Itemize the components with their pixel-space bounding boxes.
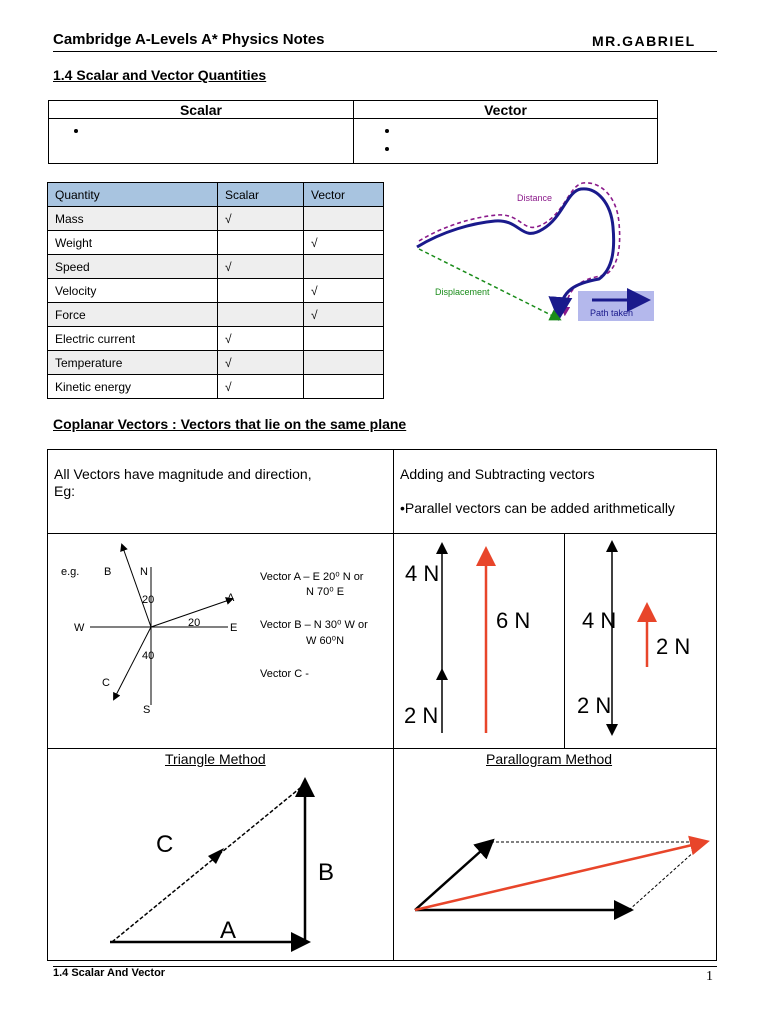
a-label: A [227, 592, 235, 604]
page-number: 1 [706, 969, 713, 984]
triangle-method-diagram [50, 770, 390, 958]
label-6n: 6 N [496, 608, 531, 633]
eg-label: Eg: [54, 483, 76, 499]
table-row [48, 255, 384, 279]
angle-c-label: 40 [142, 650, 155, 662]
qty-header-quantity: Quantity [48, 183, 218, 207]
parallelogram-method-caption: Parallogram Method [486, 751, 613, 767]
qty-name: Mass [48, 207, 218, 231]
vector-cell [354, 119, 658, 164]
label-2n: 2 N [577, 693, 612, 718]
triangle-c-label: C [156, 831, 174, 858]
qty-scalar-mark [218, 303, 304, 327]
qty-name: Electric current [48, 327, 218, 351]
qty-scalar-mark: √ [218, 207, 304, 231]
displacement-arrow [419, 249, 559, 319]
qty-name: Weight [48, 231, 218, 255]
n-label: N [140, 566, 148, 578]
qty-header-scalar: Scalar [218, 183, 304, 207]
angle-b-label: 20 [142, 594, 155, 606]
grid-divider-horizontal [47, 533, 717, 534]
table-row [48, 375, 384, 399]
adding-subtracting-text: Adding and Subtracting vectors [400, 466, 595, 482]
e-label: E [230, 622, 238, 634]
compass-vector-diagram [50, 537, 390, 745]
qty-name: Speed [48, 255, 218, 279]
antiparallel-subtraction-diagram [565, 535, 715, 747]
triangle-method-caption: Triangle Method [165, 751, 266, 767]
section-heading-scalar-vector: 1.4 Scalar and Vector Quantities [53, 67, 267, 83]
scalar-cell [49, 119, 354, 164]
vector-c-description: Vector C - [260, 668, 309, 680]
document-title: Cambridge A-Levels A* Physics Notes [53, 31, 325, 48]
label-4n: 4 N [582, 608, 617, 633]
qty-vector-mark [304, 207, 384, 231]
vector-c-line [112, 784, 305, 942]
eg-compass-label: e.g. [61, 566, 80, 578]
magnitude-direction-text: All Vectors have magnitude and direction, [54, 466, 312, 482]
triangle-a-label: A [220, 917, 237, 944]
table-row [48, 351, 384, 375]
vector-bullet [400, 141, 657, 159]
qty-vector-mark [304, 327, 384, 351]
parallel-vectors-text: •Parallel vectors can be added arithmetically [400, 500, 675, 516]
vector-a-description-1: Vector A – E 20⁰ N or [260, 571, 364, 583]
header-rule [53, 51, 717, 52]
resultant-vector-arrow [415, 842, 705, 910]
qty-scalar-mark: √ [218, 255, 304, 279]
qty-name: Kinetic energy [48, 375, 218, 399]
qty-name: Temperature [48, 351, 218, 375]
scalar-bullet [89, 123, 353, 141]
table-row [48, 279, 384, 303]
qty-scalar-mark [218, 279, 304, 303]
qty-vector-mark: √ [304, 231, 384, 255]
path-taken-label: Path taken [590, 308, 634, 318]
qty-vector-mark: √ [304, 279, 384, 303]
grid-divider-vertical [393, 449, 394, 961]
vector-b-arrow [122, 545, 151, 627]
qty-vector-mark: √ [304, 303, 384, 327]
qty-name: Force [48, 303, 218, 327]
b-label: B [104, 566, 112, 578]
displacement-label: Displacement [435, 287, 490, 297]
qty-scalar-mark [218, 231, 304, 255]
vector-a-description-2: N 70⁰ E [306, 586, 345, 598]
c-label: C [102, 677, 110, 689]
vector-b-description-1: Vector B – N 30⁰ W or [260, 619, 368, 631]
parallelogram-method-diagram [395, 770, 715, 958]
quantity-table [47, 182, 384, 399]
label-2n: 2 N [404, 703, 439, 728]
angle-a-label: 20 [188, 617, 201, 629]
dashed-side-right [629, 842, 705, 910]
vector-bullet [400, 123, 657, 141]
qty-header-vector: Vector [304, 183, 384, 207]
triangle-b-label: B [318, 859, 335, 886]
table-row [48, 327, 384, 351]
vector-header: Vector [354, 101, 658, 119]
grid-divider-horizontal-2 [47, 748, 717, 749]
qty-name: Velocity [48, 279, 218, 303]
qty-vector-mark [304, 255, 384, 279]
vector-diagonal-arrow [415, 842, 491, 910]
vector-b-description-2: W 60⁰N [306, 635, 345, 647]
table-row [48, 207, 384, 231]
author-name: MR.GABRIEL [592, 33, 696, 49]
distance-label: Distance [517, 193, 553, 203]
qty-scalar-mark: √ [218, 375, 304, 399]
qty-scalar-mark: √ [218, 327, 304, 351]
section-heading-coplanar: Coplanar Vectors : Vectors that lie on the same plane [53, 416, 407, 432]
scalar-header: Scalar [49, 101, 354, 119]
parallel-addition-diagram [395, 535, 563, 747]
label-2n-result: 2 N [656, 634, 691, 659]
qty-scalar-mark: √ [218, 351, 304, 375]
vector-c-arrow [114, 627, 151, 699]
qty-vector-mark [304, 375, 384, 399]
table-row [48, 231, 384, 255]
w-label: W [74, 622, 85, 634]
s-label: S [143, 704, 151, 716]
label-4n: 4 N [405, 561, 440, 586]
table-row [48, 303, 384, 327]
scalar-vector-table [48, 100, 658, 164]
qty-vector-mark [304, 351, 384, 375]
distance-displacement-diagram [405, 175, 665, 335]
footer-section-label: 1.4 Scalar And Vector [53, 967, 166, 979]
